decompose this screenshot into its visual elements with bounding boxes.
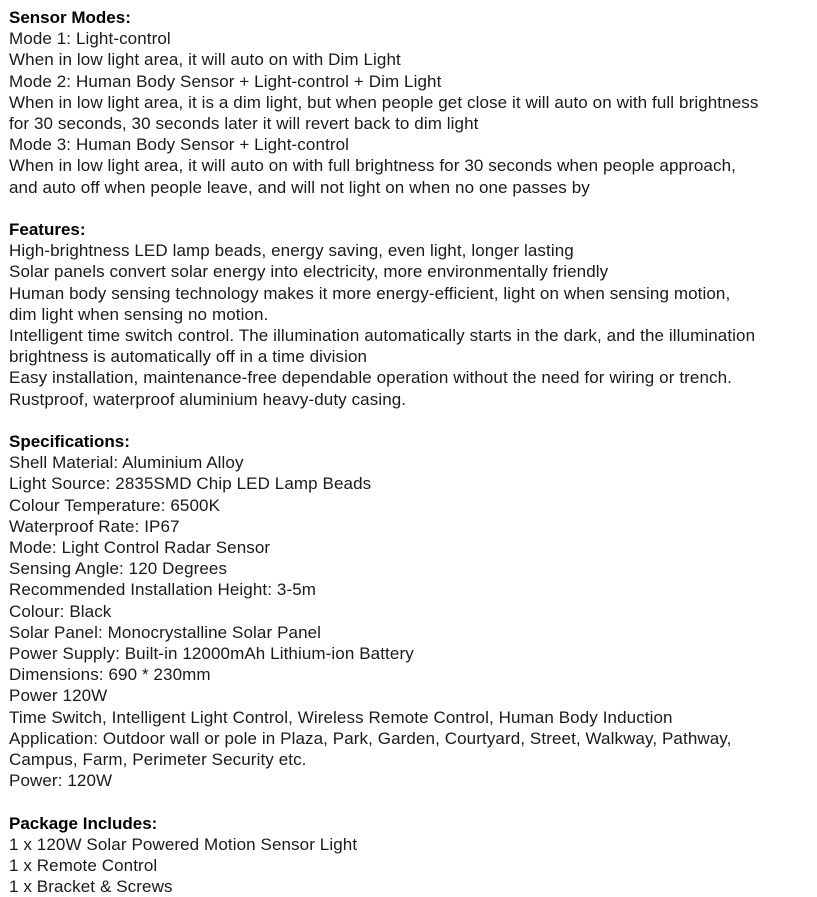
text-line: High-brightness LED lamp beads, energy saving, even light, longer lasting — [9, 241, 574, 261]
description-section — [9, 219, 809, 410]
text-line: for 30 seconds, 30 seconds later it will revert back to dim light — [9, 114, 479, 134]
section-heading: Specifications: — [9, 432, 130, 452]
text-line: Application: Outdoor wall or pole in Plaza, Park, Garden, Courtyard, Street, Walkway, Pathway, — [9, 728, 732, 748]
text-line: 1 x Bracket & Screws — [9, 877, 173, 897]
text-line: Recommended Installation Height: 3-5m — [9, 580, 317, 600]
text-line: Dimensions: 690 * 230mm — [9, 665, 211, 685]
text-line: 1 x 120W Solar Powered Motion Sensor Light — [9, 834, 358, 854]
text-line: Waterproof Rate: IP67 — [9, 516, 180, 536]
text-line: Human body sensing technology makes it more energy-efficient, light on when sensing motion, — [9, 283, 731, 303]
text-line: Power 120W — [9, 686, 108, 706]
text-line: Solar Panel: Monocrystalline Solar Panel — [9, 622, 322, 642]
text-line: Colour: Black — [9, 601, 112, 621]
text-line: Time Switch, Intelligent Light Control, Wireless Remote Control, Human Body Induction — [9, 707, 673, 727]
text-line: Intelligent time switch control. The illumination automatically starts in the dark, and the illumination — [9, 326, 756, 346]
text-line: Shell Material: Aluminium Alloy — [9, 453, 244, 473]
text-line: Sensing Angle: 120 Degrees — [9, 559, 228, 579]
description-section — [9, 813, 809, 897]
text-line: 1 x Remote Control — [9, 856, 158, 876]
text-line: Mode: Light Control Radar Sensor — [9, 538, 271, 558]
text-line: Campus, Farm, Perimeter Security etc. — [9, 750, 307, 770]
text-line: Colour Temperature: 6500K — [9, 495, 221, 515]
text-line: Mode 3: Human Body Sensor + Light-control — [9, 135, 350, 155]
text-line: When in low light area, it will auto on with Dim Light — [9, 50, 401, 70]
text-line: Solar panels convert solar energy into electricity, more environmentally friendly — [9, 262, 609, 282]
text-line: When in low light area, it will auto on with full brightness for 30 seconds when people approach, — [9, 156, 736, 176]
description-section — [9, 431, 809, 791]
text-line: Easy installation, maintenance-free dependable operation without the need for wiring or trench. — [9, 368, 732, 388]
text-line: Power Supply: Built-in 12000mAh Lithium-ion Battery — [9, 644, 414, 664]
section-heading: Sensor Modes: — [9, 8, 131, 27]
text-line: Mode 2: Human Body Sensor + Light-control + Dim Light — [9, 71, 442, 91]
text-line: brightness is automatically off in a time division — [9, 347, 368, 367]
text-line: Light Source: 2835SMD Chip LED Lamp Beads — [9, 474, 372, 494]
section-heading: Features: — [9, 220, 86, 240]
text-line: and auto off when people leave, and will not light on when no one passes by — [9, 177, 590, 197]
text-line: When in low light area, it is a dim light, but when people get close it will auto on with full brightness — [9, 92, 759, 112]
section-heading: Package Includes: — [9, 813, 158, 833]
text-line: Power: 120W — [9, 771, 113, 791]
description-section — [9, 7, 809, 198]
text-line: Mode 1: Light-control — [9, 29, 171, 49]
text-line: dim light when sensing no motion. — [9, 304, 269, 324]
text-line: Rustproof, waterproof aluminium heavy-duty casing. — [9, 389, 407, 409]
